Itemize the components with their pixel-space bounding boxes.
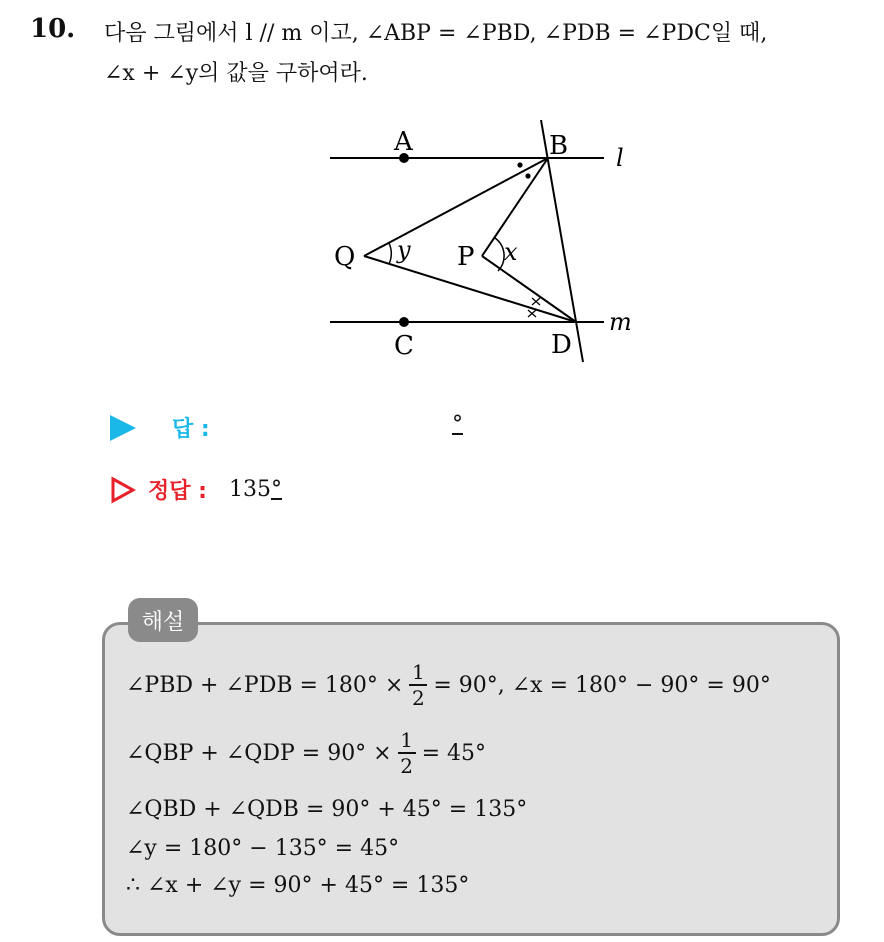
segment-qb xyxy=(364,158,548,256)
segment-pd xyxy=(482,256,576,322)
solution-line-2-a: ∠QBP + ∠QDP = 90° × xyxy=(126,740,392,766)
fraction-numerator: 1 xyxy=(411,660,425,684)
angle-arc-y xyxy=(389,243,391,264)
solution-line-5: ∴ ∠x + ∠y = 90° + 45° = 135° xyxy=(126,873,470,898)
question-text-line2: ∠x + ∠y의 값을 구하여라. xyxy=(104,61,368,86)
solution-line-3: ∠QBD + ∠QDB = 90° + 45° = 135° xyxy=(126,797,528,822)
label-angle-x: x xyxy=(504,238,518,266)
solution-line-1-b: = 90°, ∠x = 180° − 90° = 90° xyxy=(433,672,771,698)
angle-mark-dot-1 xyxy=(517,162,522,167)
label-b: B xyxy=(549,131,569,161)
solution-line-1-a: ∠PBD + ∠PDB = 180° × xyxy=(126,672,404,698)
fraction-numerator: 1 xyxy=(400,728,413,752)
label-d: D xyxy=(551,330,572,360)
label-line-m: m xyxy=(609,308,632,336)
correct-answer-unit: ° xyxy=(270,477,282,502)
label-angle-y: y xyxy=(397,236,411,264)
label-p: P xyxy=(457,242,475,272)
angle-mark-cross-2 xyxy=(528,310,536,317)
point-c-dot xyxy=(399,317,409,327)
correct-answer-number: 135 xyxy=(228,477,271,502)
geometry-figure xyxy=(320,110,650,370)
correct-answer-label: 정답 : xyxy=(148,479,207,504)
fraction-denominator: 2 xyxy=(400,754,413,778)
answer-label: 답 : xyxy=(172,417,210,442)
answer-row xyxy=(110,412,210,443)
answer-blank-unit: ° xyxy=(452,412,463,437)
angle-mark-cross-1 xyxy=(532,298,540,305)
fraction-half xyxy=(409,660,427,710)
label-q: Q xyxy=(334,242,356,272)
fraction-denominator: 2 xyxy=(411,686,425,710)
question-number: 10. xyxy=(30,14,76,44)
solution-line-1 xyxy=(126,660,771,710)
angle-mark-dot-2 xyxy=(525,173,530,178)
correct-answer-row xyxy=(110,474,282,505)
label-a: A xyxy=(394,127,413,157)
outline-triangle-icon xyxy=(110,476,136,504)
solution-line-4: ∠y = 180° − 135° = 45° xyxy=(126,836,400,861)
correct-answer-value xyxy=(229,477,282,502)
play-triangle-icon xyxy=(110,415,136,441)
solution-badge: 해설 xyxy=(128,598,198,642)
solution-line-2 xyxy=(126,728,486,778)
label-c: C xyxy=(394,331,414,361)
fraction-half xyxy=(398,728,416,778)
label-line-l: l xyxy=(616,144,624,172)
solution-line-2-b: = 45° xyxy=(421,740,487,766)
question-text-line1: 다음 그림에서 l // m 이고, ∠ABP = ∠PBD, ∠PDB = ∠PDC일 때, xyxy=(104,21,768,46)
